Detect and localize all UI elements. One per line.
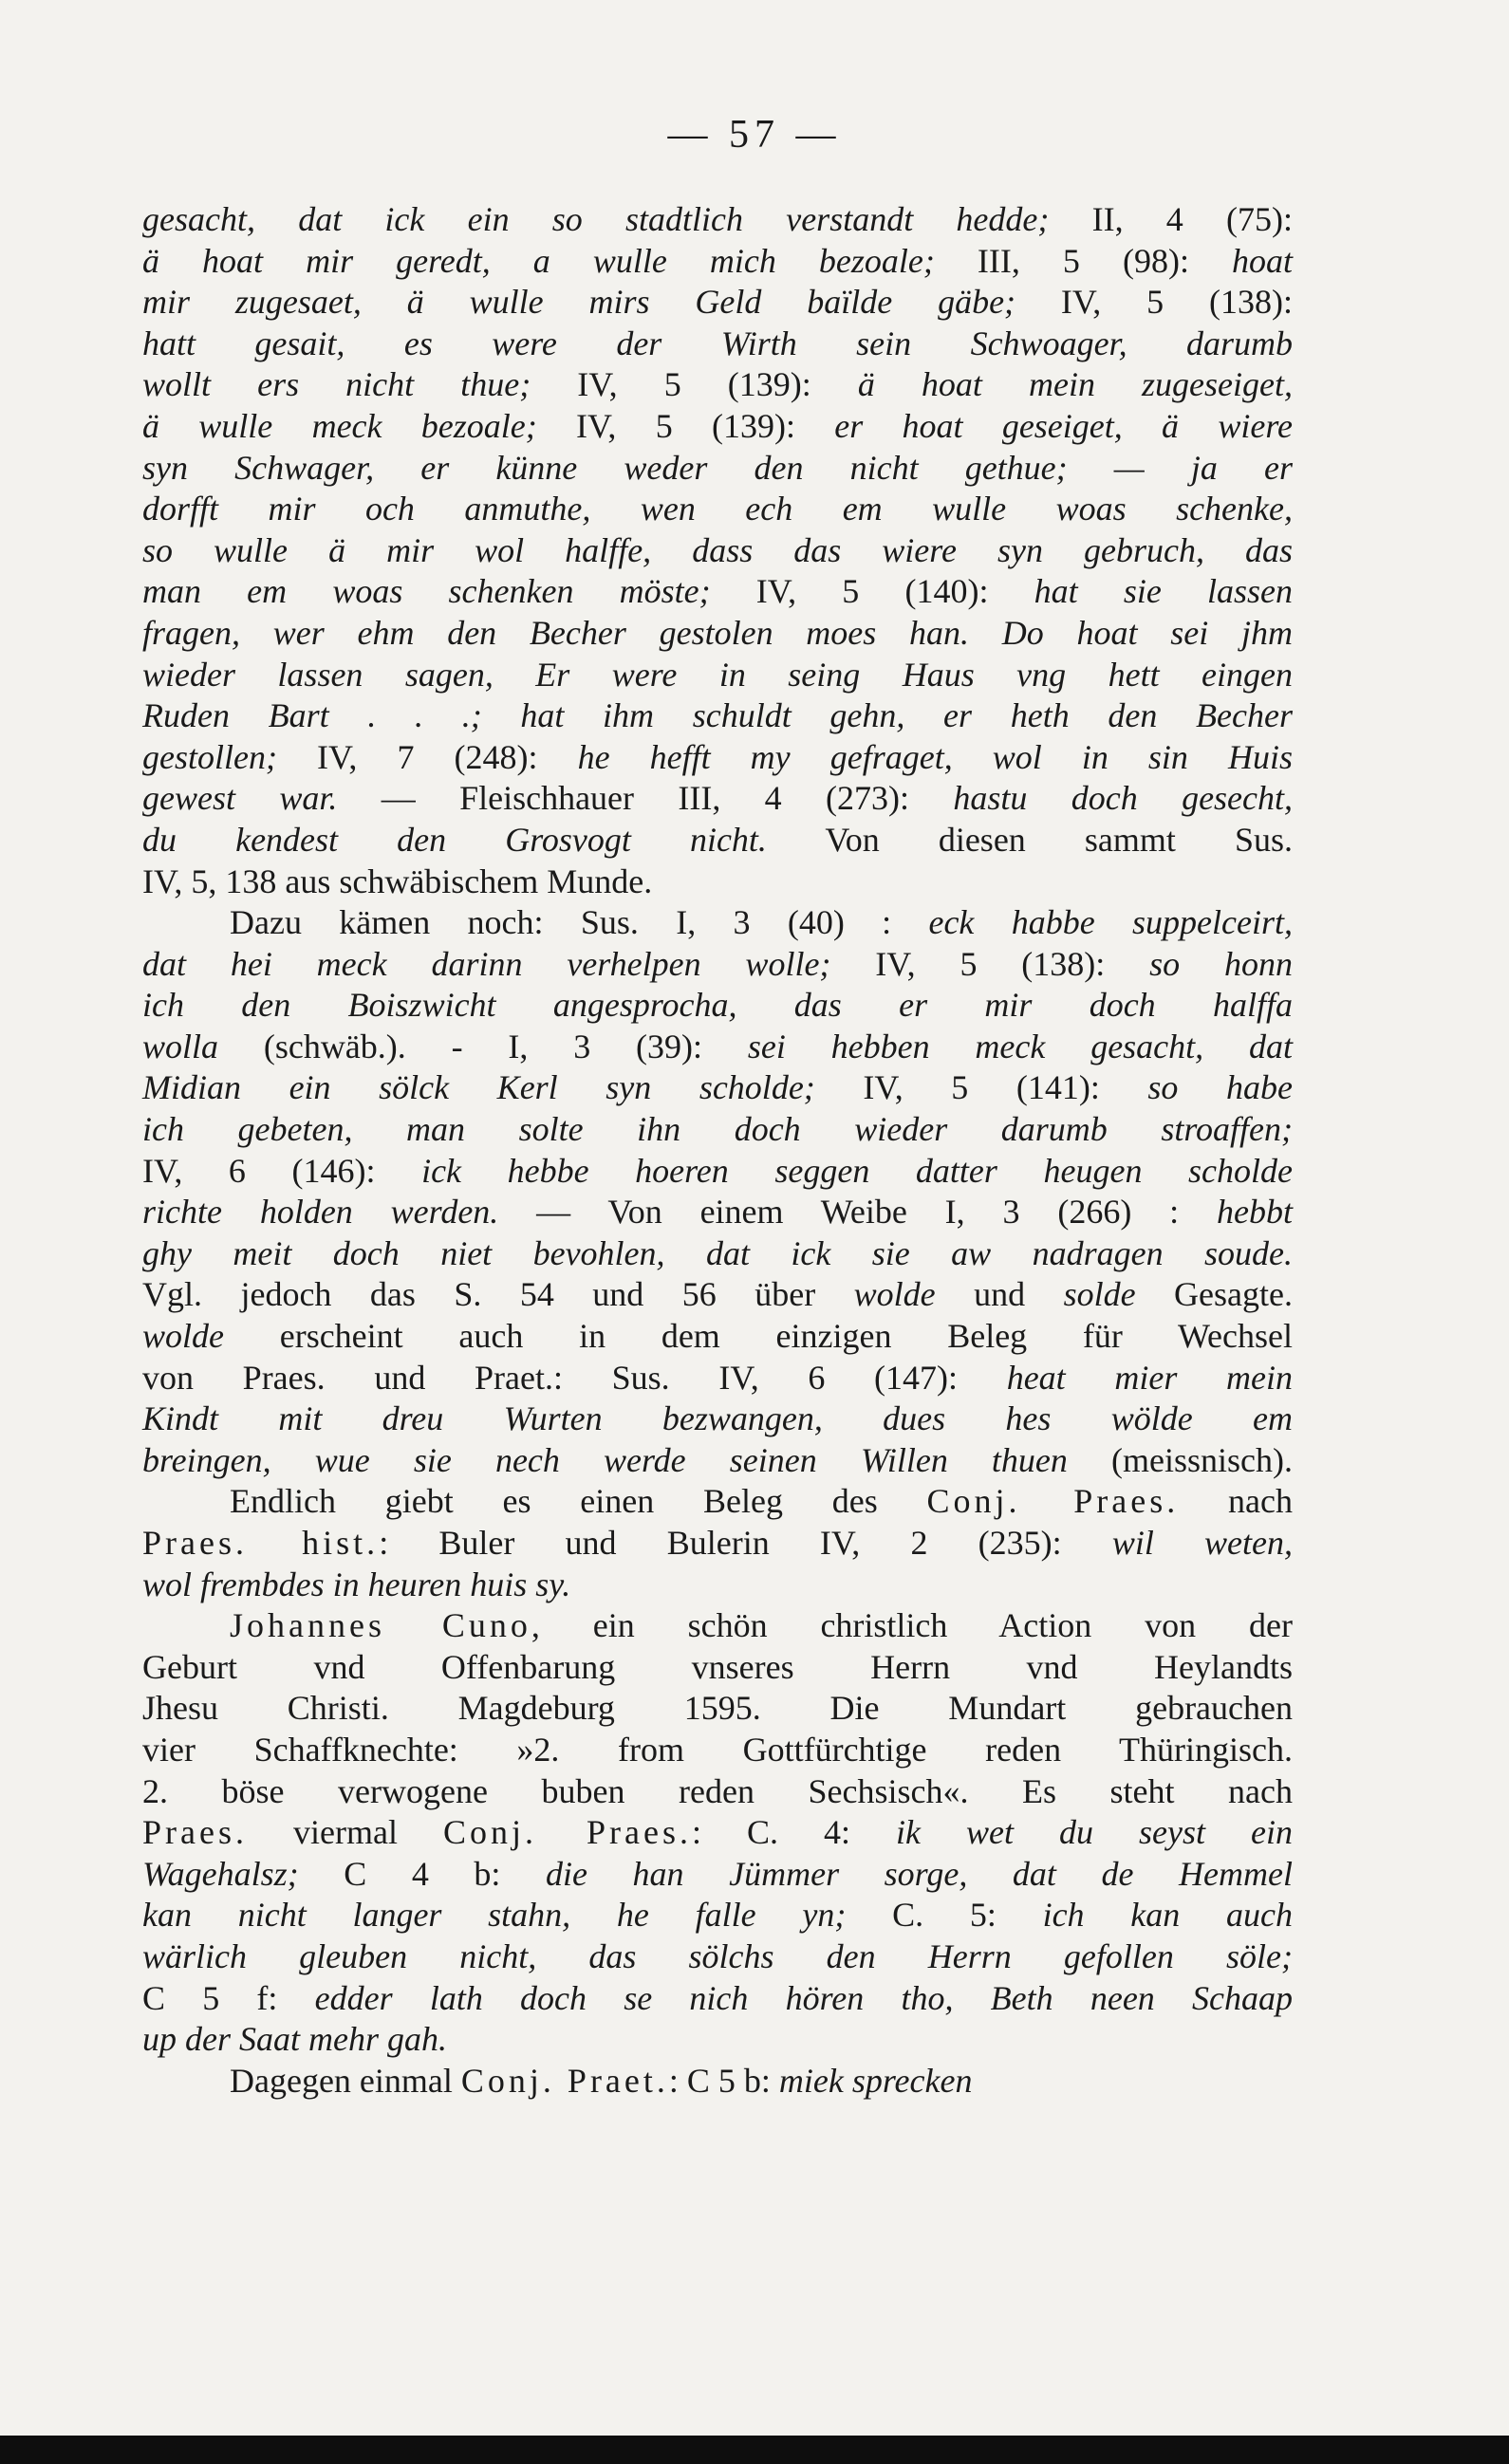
text-line: Praes. viermal Conj. Praes.: C. 4: ik wet du seyst ein xyxy=(142,1813,1294,1852)
text-line: Kindt mit dreu Wurten bezwangen, dues hes wölde em xyxy=(142,1399,1293,1438)
text-line: 2. böse verwogene buben reden Sechsisch«. Es steht nach xyxy=(142,1771,1293,1810)
text-line: C 5 f: edder lath doch se nich hören tho, Beth neen Schaap xyxy=(142,1978,1293,2017)
text-line: wol frembdes in heuren huis sy. xyxy=(142,1565,571,1603)
text-line: so wulle ä mir wol halffe, dass das wiere syn gebruch, das xyxy=(142,530,1293,569)
text-line: breingen, wue sie nech werde seinen Willen thuen (meissnisch). xyxy=(142,1440,1293,1479)
text-line: ich gebeten, man solte ihn doch wieder darumb stroaffen; xyxy=(142,1110,1293,1149)
body-text xyxy=(142,199,1293,2102)
text-line: Midian ein sölck Kerl syn scholde; IV, 5 (141): so habe xyxy=(142,1068,1293,1107)
text-line: Ruden Bart . . .; hat ihm schuldt gehn, er heth den Becher xyxy=(142,696,1293,735)
text-line: ich den Boiszwicht angesprocha, das er mir doch halffa xyxy=(142,986,1293,1025)
text-line: gewest war. — Fleischhauer III, 4 (273): hastu doch gesecht, xyxy=(142,779,1294,818)
text-line: Jhesu Christi. Magdeburg 1595. Die Mundart gebrauchen xyxy=(142,1689,1293,1728)
text-line: ä hoat mir geredt, a wulle mich bezoale; III, 5 (98): hoat xyxy=(142,241,1293,280)
text-line: Wagehalsz; C 4 b: die han Jümmer sorge, dat de Hemmel xyxy=(142,1854,1293,1893)
text-line: wollt ers nicht thue; IV, 5 (139): ä hoat mein zugeseiget, xyxy=(142,365,1293,404)
text-line: man em woas schenken möste; IV, 5 (140): hat sie lassen xyxy=(142,572,1293,611)
text-line: hatt gesait, es were der Wirth sein Schwoager, darumb xyxy=(142,324,1293,362)
text-line: wolde erscheint auch in dem einzigen Beleg für Wechsel xyxy=(142,1317,1293,1356)
text-line: IV, 6 (146): ick hebbe hoeren seggen datter heugen scholde xyxy=(142,1151,1293,1190)
text-line: richte holden werden. — Von einem Weibe I, 3 (266) : hebbt xyxy=(142,1193,1294,1232)
text-line: Dazu kämen noch: Sus. I, 3 (40) : eck habbe suppelceirt, xyxy=(230,903,1293,942)
text-line: Endlich giebt es einen Beleg des Conj. Praes. nach xyxy=(230,1482,1293,1521)
text-line: mir zugesaet, ä wulle mirs Geld baïlde gäbe; IV, 5 (138): xyxy=(142,283,1293,322)
text-line: up der Saat mehr gah. xyxy=(142,2020,447,2059)
text-line: von Praes. und Praet.: Sus. IV, 6 (147): heat mier mein xyxy=(142,1358,1293,1397)
text-line: wieder lassen sagen, Er were in seing Haus vng hett eingen xyxy=(142,655,1293,694)
text-line: Dagegen einmal Conj. Praet.: C 5 b: miek sprecken xyxy=(230,2061,973,2100)
text-line: ghy meit doch niet bevohlen, dat ick sie aw nadragen soude. xyxy=(142,1233,1293,1272)
scan-edge-band xyxy=(0,2436,1509,2464)
text-line: dorfft mir och anmuthe, wen ech em wulle woas schenke, xyxy=(142,490,1293,528)
text-line: Johannes Cuno, ein schön christlich Action von der xyxy=(230,1606,1293,1645)
text-line: wärlich gleuben nicht, das sölchs den Herrn gefollen söle; xyxy=(142,1936,1293,1975)
text-line: IV, 5, 138 aus schwäbischem Munde. xyxy=(142,861,653,900)
text-line: Geburt vnd Offenbarung vnseres Herrn vnd Heylandts xyxy=(142,1647,1293,1686)
text-line: ä wulle meck bezoale; IV, 5 (139): er hoat geseiget, ä wiere xyxy=(142,406,1293,445)
text-line: gesacht, dat ick ein so stadtlich verstandt hedde; II, 4 (75): xyxy=(142,200,1293,238)
text-line: syn Schwager, er künne weder den nicht gethue; — ja er xyxy=(142,448,1293,487)
page-number: — 57 — xyxy=(667,113,842,157)
text-line: fragen, wer ehm den Becher gestolen moes han. Do hoat sei jhm xyxy=(142,613,1293,652)
text-line: wolla (schwäb.). - I, 3 (39): sei hebben meck gesacht, dat xyxy=(142,1027,1293,1065)
text-line: Praes. hist.: Buler und Bulerin IV, 2 (235): wil weten, xyxy=(142,1524,1293,1562)
text-line: vier Schaffknechte: »2. from Gottfürchtige reden Thüringisch. xyxy=(142,1730,1293,1769)
text-line: du kendest den Grosvogt nicht. Von diesen sammt Sus. xyxy=(142,820,1293,859)
text-line: kan nicht langer stahn, he falle yn; C. 5: ich kan auch xyxy=(142,1896,1293,1935)
text-line: dat hei meck darinn verhelpen wolle; IV, 5 (138): so honn xyxy=(142,944,1293,983)
text-line: gestollen; IV, 7 (248): he hefft my gefraget, wol in sin Huis xyxy=(142,737,1294,776)
text-line: Vgl. jedoch das S. 54 und 56 über wolde und solde Gesagte. xyxy=(142,1275,1294,1314)
